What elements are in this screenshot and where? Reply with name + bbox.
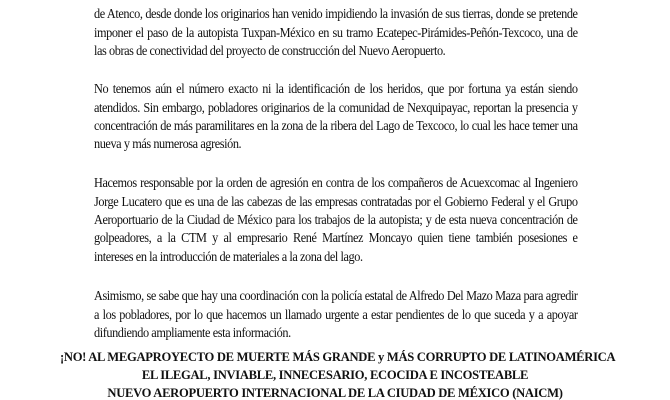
closing-line-2: EL ILEGAL, INVIABLE, INNECESARIO, ECOCIDA E INCOSTEABLE bbox=[141, 368, 529, 383]
paragraph-3: Hacemos responsable por la orden de agresión en contra de los compañeros de Acuexcomac al Ingeniero Jorge Lucatero que es una de las cabezas de las empresas contratadas por el Gobierno Federal y el Grupo Aeroportuario de la Ciudad de México para los trabajos de la autopista; y de esta nueva concentración de golpeadores, a la CTM y al empresario René Martínez Moncayo quien tiene también posesiones e intereses en la introducción de materiales a la zona del lago. bbox=[94, 175, 578, 264]
paragraph-2: No tenemos aún el número exacto ni la identificación de los heridos, que por fortuna ya están siendo atendidos. Sin embargo, pobladores originarios de la comunidad de Nexquipayac, reportan la presencia y concentración de más paramilitares en la zona de la ribera del Lago de Texcoco, lo cual les hace temer una nueva y más numerosa agresión. bbox=[94, 81, 578, 152]
closing-line-1: ¡NO! AL MEGAPROYECTO DE MUERTE MÁS GRANDE y MÁS CORRUPTO DE LATINOAMÉRICA bbox=[60, 350, 616, 364]
closing-slogan bbox=[60, 348, 616, 400]
paragraph-4: Asimismo, se sabe que hay una coordinación con la policía estatal de Alfredo Del Mazo Maza para agredir a los pobladores, por lo que hacemos un llamado urgente a estar pendientes de lo que suceda y a apoyar difundiendo ampliamente esta información. bbox=[94, 288, 578, 340]
closing-line-3: NUEVO AEROPUERTO INTERNACIONAL DE LA CIUDAD DE MÉXICO (NAICM) bbox=[107, 386, 563, 400]
paragraph-1: de Atenco, desde donde los originarios han venido impidiendo la invasión de sus tierras, donde se pretende imponer el paso de la autopista Tuxpan-México en su tramo Ecatepec-Pirámides-Peñón-Texcoco, una de las obras de conectividad del proyecto de construcción del Nuevo Aeropuerto. bbox=[94, 6, 578, 58]
